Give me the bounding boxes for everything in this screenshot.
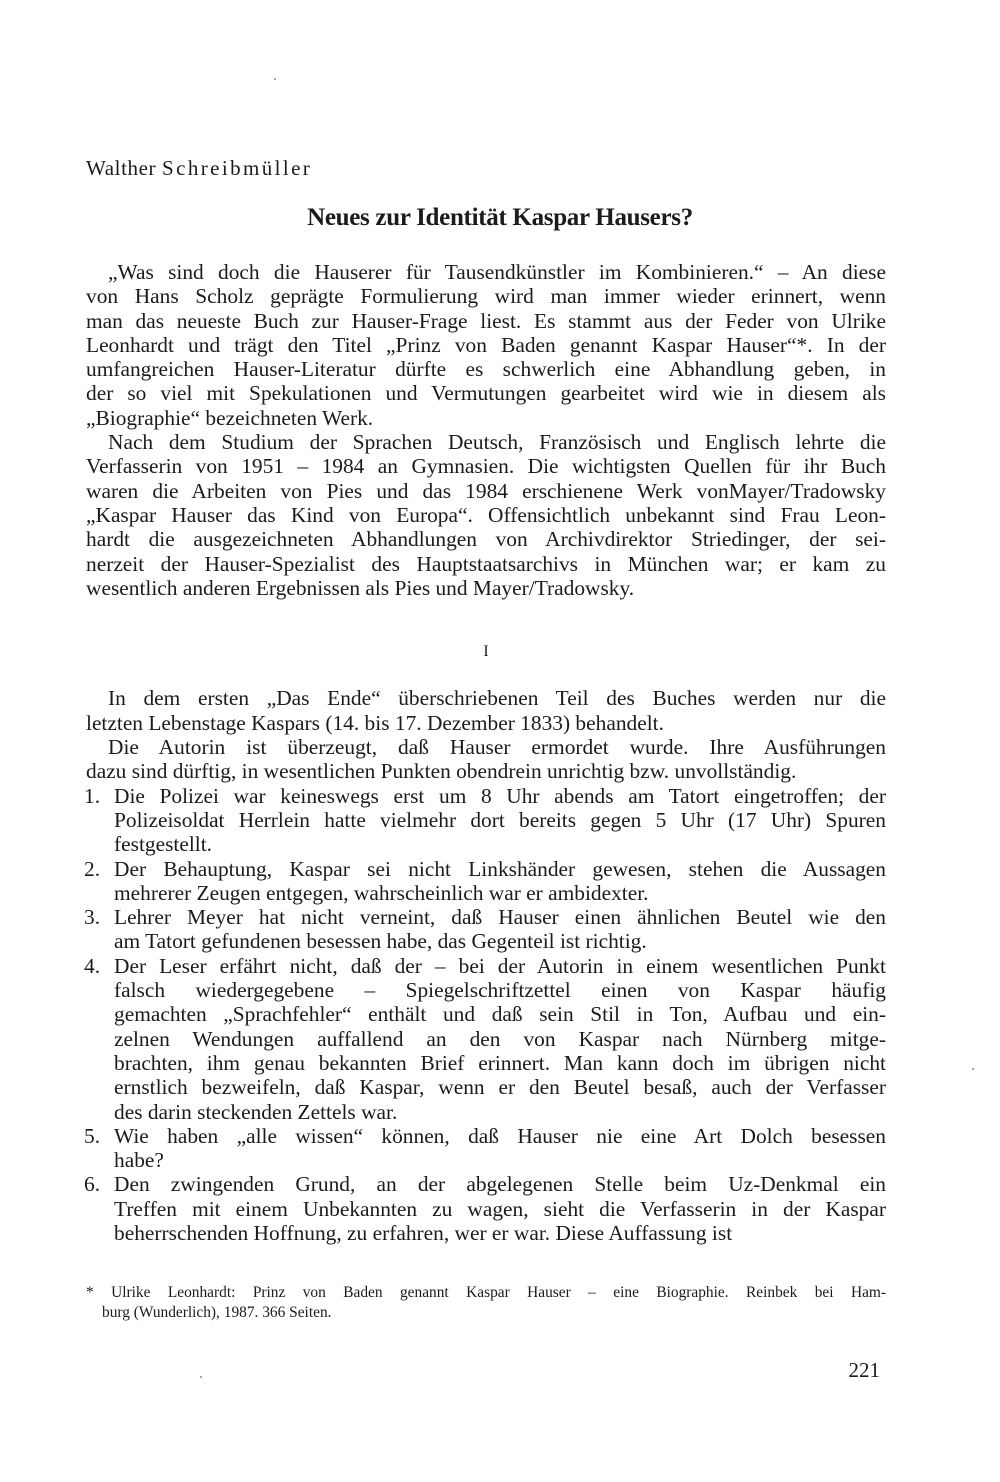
text-line: der so viel mit Spekulationen und Vermutungen gearbeitet wird wie in diesem als <box>86 381 886 406</box>
text-line: In dem ersten „Das Ende“ überschriebenen Teil des Buches werden nur die <box>108 686 886 711</box>
footnote-line: burg (Wunderlich), 1987. 366 Seiten. <box>102 1304 332 1321</box>
list-item-line: am Tatort gefundenen besessen habe, das Gegenteil ist richtig. <box>114 929 647 954</box>
text-line: nerzeit der Hauser-Spezialist des Hauptstaatsarchivs in München war; er kam zu <box>86 551 886 576</box>
author-first-name: Walther <box>86 156 157 180</box>
scan-speck <box>972 1068 974 1070</box>
list-item <box>86 1124 886 1173</box>
section-one <box>86 686 886 783</box>
author-name <box>86 156 312 181</box>
text-line: man das neueste Buch zur Hauser-Frage liest. Es stammt aus der Feder von Ulrike <box>86 308 886 333</box>
text-line: „Biographie“ bezeichneten Werk. <box>86 405 374 430</box>
text-line: Die Autorin ist überzeugt, daß Hauser ermordet wurde. Ihre Ausführungen <box>108 735 886 760</box>
numbered-list <box>86 784 886 1246</box>
list-item-line: falsch wiedergegebene – Spiegelschriftzettel einen von Kaspar häufig <box>114 978 886 1003</box>
list-item-line: gemachten „Sprachfehler“ enthält und daß sein Stil in Ton, Aufbau und ein- <box>114 1002 886 1027</box>
footnote-line: * Ulrike Leonhardt: Prinz von Baden genannt Kaspar Hauser – eine Biographie. Reinbek bei Ham- <box>86 1284 886 1301</box>
list-item-line: Wie haben „alle wissen“ können, daß Hauser nie eine Art Dolch besessen <box>114 1123 886 1148</box>
list-item-line: Den zwingenden Grund, an der abgelegenen Stelle beim Uz-Denkmal ein <box>114 1172 886 1197</box>
section-heading: I <box>483 643 489 661</box>
list-item <box>86 857 886 906</box>
text-line: wesentlich anderen Ergebnissen als Pies und Mayer/Tradowsky. <box>86 575 635 600</box>
scan-speck <box>200 1376 202 1378</box>
list-item-number: 1. <box>84 783 101 808</box>
list-item-line: Lehrer Meyer hat nicht verneint, daß Hauser einen ähnlichen Beutel wie den <box>114 905 886 930</box>
text-line: Verfasserin von 1951 – 1984 an Gymnasien. Die wichtigsten Quellen für ihr Buch <box>86 454 886 479</box>
list-item <box>86 954 886 1124</box>
list-item-line: mehrerer Zeugen entgegen, wahrscheinlich war er ambidexter. <box>114 880 649 905</box>
list-item-number: 2. <box>84 856 101 881</box>
paragraph <box>86 430 886 600</box>
list-item-number: 3. <box>84 905 101 930</box>
list-item-line: Polizeisoldat Herrlein hatte vielmehr dort bereits gegen 5 Uhr (17 Uhr) Spuren <box>114 807 886 832</box>
list-item <box>86 784 886 857</box>
scan-speck <box>274 78 276 80</box>
list-item-number: 4. <box>84 953 101 978</box>
list-item-line: Treffen mit einem Unbekannten zu wagen, sieht die Verfasserin in der Kaspar <box>114 1196 886 1221</box>
intro-section <box>86 260 886 600</box>
list-item-line: des darin steckenden Zettels war. <box>114 1099 398 1124</box>
paragraph <box>86 686 886 735</box>
text-line: dazu sind dürftig, in wesentlichen Punkten obendrein unrichtig bzw. unvollständig. <box>86 759 797 784</box>
text-line: hardt die ausgezeichneten Abhandlungen von Archivdirektor Striedinger, der sei- <box>86 527 886 552</box>
text-line: waren die Arbeiten von Pies und das 1984 erschienene Werk vonMayer/Tradowsky <box>86 478 886 503</box>
list-item <box>86 1172 886 1245</box>
list-item-line: festgestellt. <box>114 832 213 857</box>
text-line: „Kaspar Hauser das Kind von Europa“. Offensichtlich unbekannt sind Frau Leon- <box>86 502 886 527</box>
page-number: 221 <box>848 1358 880 1382</box>
list-item-number: 6. <box>84 1172 101 1197</box>
list-item-line: ernstlich bezweifeln, daß Kaspar, wenn er den Beutel besaß, auch der Verfasser <box>114 1075 886 1100</box>
list-item-line: Der Behauptung, Kaspar sei nicht Linkshänder gewesen, stehen die Aussagen <box>114 856 886 881</box>
text-line: Leonhardt und trägt den Titel „Prinz von Baden genannt Kaspar Hauser“*. In der <box>86 332 886 357</box>
text-line: „Was sind doch die Hauserer für Tausendkünstler im Kombinieren.“ – An diese <box>108 260 886 284</box>
list-item-line: zelnen Wendungen auffallend an den von Kaspar nach Nürnberg mitge- <box>114 1026 886 1051</box>
list-item-line: beherrschenden Hoffnung, zu erfahren, wer er war. Diese Auffassung ist <box>114 1220 733 1245</box>
list-item-number: 5. <box>84 1123 101 1148</box>
list-item-line: Die Polizei war keineswegs erst um 8 Uhr abends am Tatort eingetroffen; der <box>114 783 886 808</box>
article-title: Neues zur Identität Kaspar Hausers? <box>307 204 693 231</box>
list-item-line: brachten, ihm genau bekannten Brief erinnert. Man kann doch im übrigen nicht <box>114 1050 886 1075</box>
text-line: letzten Lebenstage Kaspars (14. bis 17. Dezember 1833) behandelt. <box>86 710 664 735</box>
article-body <box>86 260 886 1245</box>
list-item-line: habe? <box>114 1148 164 1173</box>
paragraph <box>86 260 886 430</box>
text-line: umfangreichen Hauser-Literatur dürfte es schwerlich eine Abhandlung geben, in <box>86 357 886 382</box>
text-line: von Hans Scholz geprägte Formulierung wird man immer wieder erinnert, wenn <box>86 284 886 309</box>
author-last-name: Schreibmüller <box>162 156 313 180</box>
paragraph <box>86 735 886 784</box>
list-item <box>86 905 886 954</box>
text-line: Nach dem Studium der Sprachen Deutsch, Französisch und Englisch lehrte die <box>108 430 886 455</box>
footnote <box>86 1283 886 1323</box>
list-item-line: Der Leser erfährt nicht, daß der – bei der Autorin in einem wesentlichen Punkt <box>114 953 886 978</box>
